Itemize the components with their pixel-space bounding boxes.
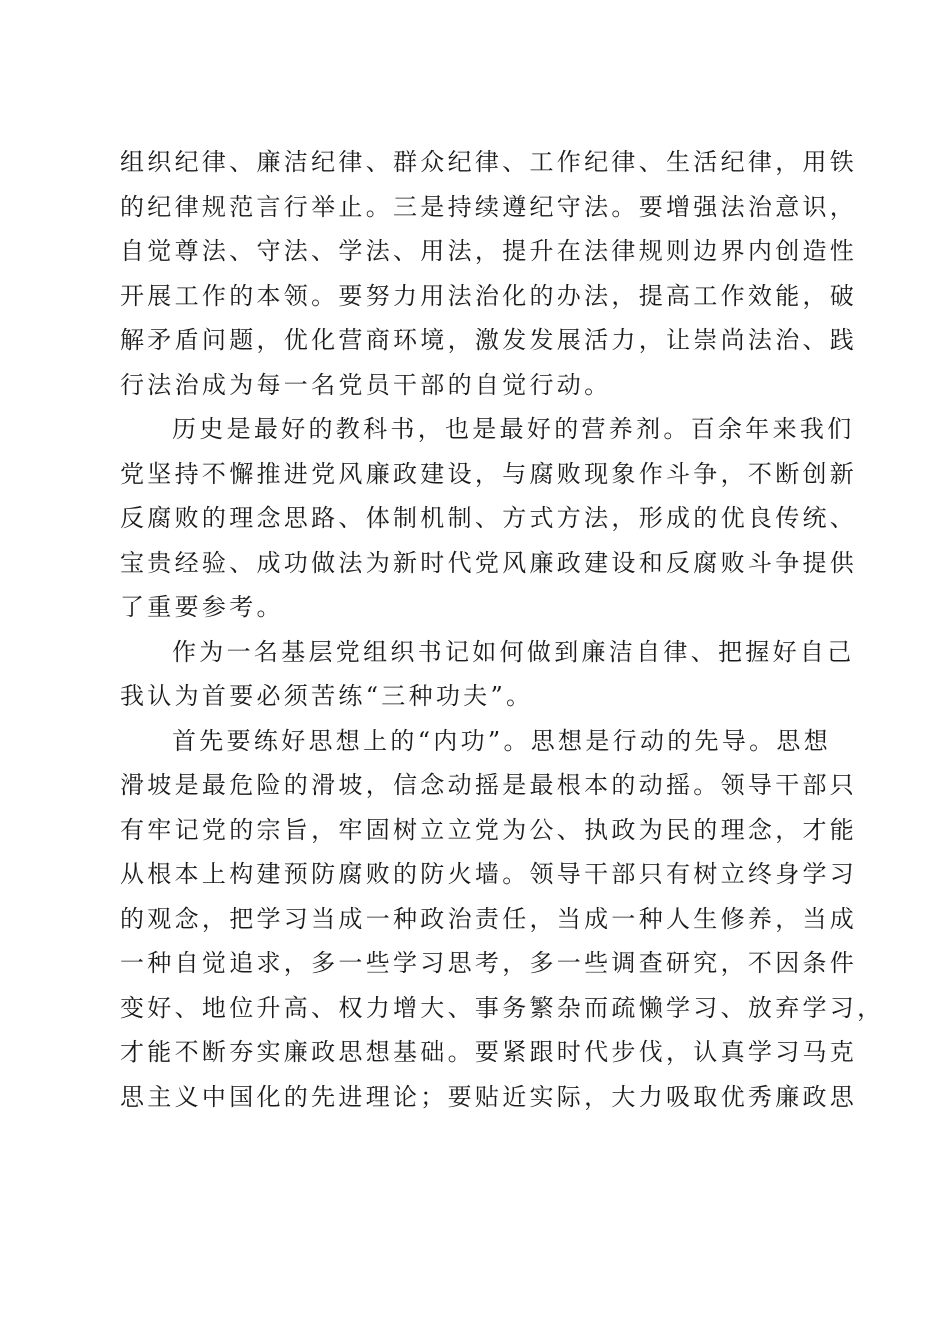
- text-line: 的纪律规范言行举止。三是持续遵纪守法。要增强法治意识，: [120, 192, 858, 221]
- text-line: 才能不断夯实廉政思想基础。要紧跟时代步伐，认真学习马克: [120, 1038, 858, 1066]
- text-line: 滑坡是最危险的滑坡，信念动摇是最根本的动摇。领导干部只: [120, 771, 858, 799]
- text-line: 宝贵经验、成功做法为新时代党风廉政建设和反腐败斗争提供: [120, 548, 858, 577]
- text-line: 党坚持不懈推进党风廉政建设，与腐败现象作斗争，不断创新: [120, 459, 858, 488]
- paragraph-2: [120, 407, 858, 630]
- text-line: 变好、地位升高、权力增大、事务繁杂而疏懒学习、放弃学习，: [120, 993, 885, 1022]
- text-line: 有牢记党的宗旨，牢固树立立党为公、执政为民的理念，才能: [120, 815, 858, 844]
- text-line: 首先要练好思想上的“内功”。思想是行动的先导。思想: [172, 726, 832, 755]
- paragraph-4: [120, 719, 885, 1120]
- text-line: 解矛盾问题，优化营商环境，激发发展活力，让崇尚法治、践: [120, 326, 858, 354]
- paragraph-3: [120, 630, 855, 719]
- text-line: 作为一名基层党组织书记如何做到廉洁自律、把握好自己: [172, 637, 855, 666]
- text-line: 行法治成为每一名党员干部的自觉行动。: [120, 370, 612, 399]
- paragraph-1: [120, 140, 858, 407]
- text-line: 历史是最好的教科书，也是最好的营养剂。百余年来我们: [172, 415, 855, 443]
- text-line: 一种自觉追求，多一些学习思考，多一些调查研究，不因条件: [120, 949, 858, 977]
- document-body: [120, 140, 885, 1119]
- text-line: 从根本上构建预防腐败的防火墙。领导干部只有树立终身学习: [120, 860, 858, 888]
- text-line: 了重要参考。: [120, 593, 284, 621]
- text-line: 反腐败的理念思路、体制机制、方式方法，形成的优良传统、: [120, 504, 858, 532]
- text-line: 思主义中国化的先进理论；要贴近实际，大力吸取优秀廉政思: [120, 1082, 858, 1111]
- text-line: 的观念，把学习当成一种政治责任，当成一种人生修养，当成: [120, 904, 858, 933]
- text-line: 组织纪律、廉洁纪律、群众纪律、工作纪律、生活纪律，用铁: [120, 148, 858, 176]
- text-line: 开展工作的本领。要努力用法治化的办法，提高工作效能，破: [120, 281, 858, 310]
- text-line: 自觉尊法、守法、学法、用法，提升在法律规则边界内创造性: [120, 237, 858, 265]
- text-line: 我认为首要必须苦练“三种功夫”。: [120, 682, 534, 710]
